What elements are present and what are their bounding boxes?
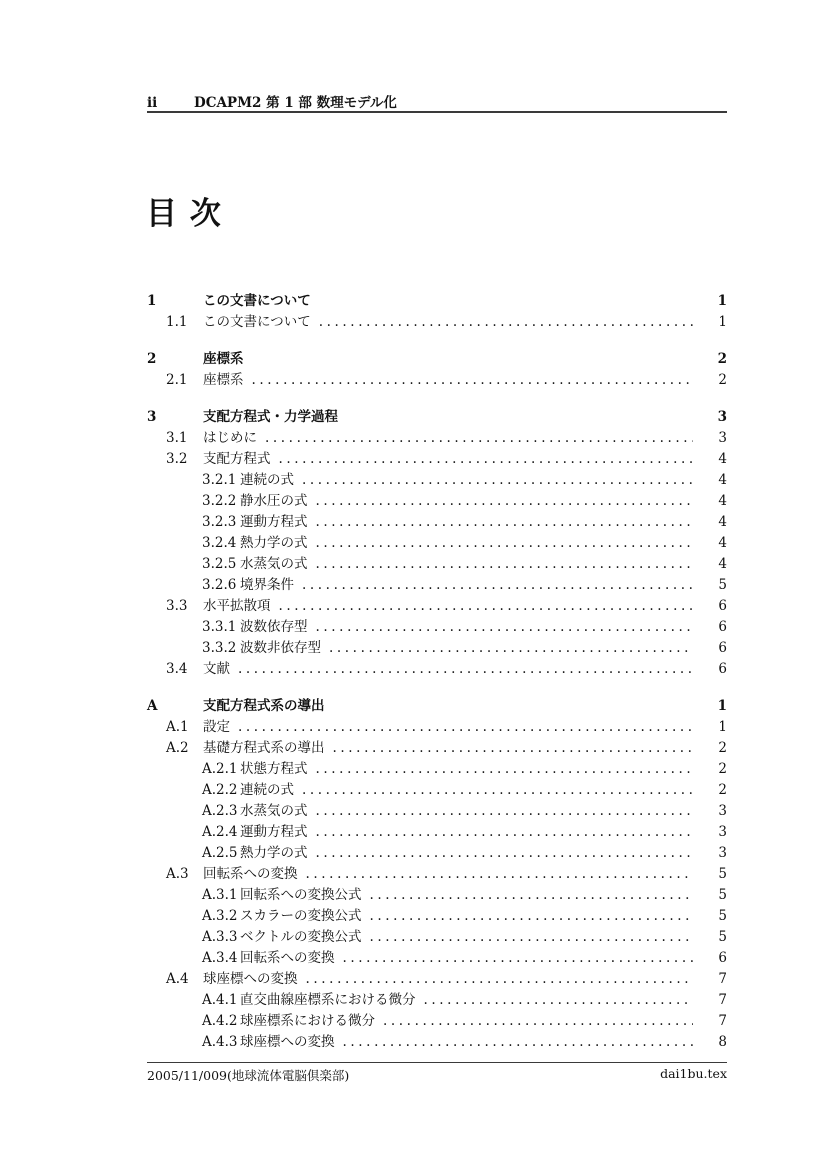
toc-entry-number: 2 xyxy=(147,351,157,367)
toc-leader-dots xyxy=(316,512,694,533)
toc-entry-page: 3 xyxy=(718,803,727,819)
toc-entry-number: A.4 xyxy=(166,971,189,987)
toc-entry-title: 熱力学の式 xyxy=(240,535,308,551)
toc-leader-dots xyxy=(319,312,693,333)
toc-row xyxy=(147,885,727,906)
toc-leader-dots xyxy=(333,738,694,759)
toc-row xyxy=(147,407,727,428)
toc-entry-page: 6 xyxy=(718,950,727,966)
toc-leader-dots xyxy=(316,554,694,575)
toc-row xyxy=(147,533,727,554)
toc-leader-dots xyxy=(329,638,693,659)
toc-entry-title: ベクトルの変換公式 xyxy=(240,929,362,945)
toc-entry-title: 球座標への変換 xyxy=(203,971,298,987)
toc-entry-number: 3.3 xyxy=(166,598,188,614)
toc-entry-number: A.3.1 xyxy=(202,887,238,903)
toc-row xyxy=(147,759,727,780)
toc-entry-number: A.2.4 xyxy=(202,824,238,840)
toc-leader-dots xyxy=(383,1011,693,1032)
toc-entry-title: 直交曲線座標系における微分 xyxy=(240,992,416,1008)
footer-date-credit: 2005/11/009(地球流体電脳倶楽部) xyxy=(147,1068,350,1083)
toc-row xyxy=(147,1011,727,1032)
toc-row xyxy=(147,696,727,717)
toc-entry-number: A.2.2 xyxy=(202,782,238,798)
toc-entry-number: 3.2.6 xyxy=(202,577,237,593)
toc-leader-dots xyxy=(316,759,694,780)
toc-row xyxy=(147,349,727,370)
toc-entry-number: 3.1 xyxy=(166,430,188,446)
toc-row xyxy=(147,906,727,927)
toc-leader-dots xyxy=(316,617,694,638)
toc-leader-dots xyxy=(370,906,694,927)
page-footer xyxy=(147,1066,727,1084)
toc-row xyxy=(147,554,727,575)
header-rule xyxy=(147,111,727,113)
toc-entry-page: 7 xyxy=(718,992,727,1008)
toc-leader-dots xyxy=(306,969,694,990)
toc-leader-dots xyxy=(316,822,694,843)
toc-entry-page: 6 xyxy=(718,640,727,656)
toc-entry-number: 3.2.2 xyxy=(202,493,237,509)
toc-entry-title: 座標系 xyxy=(203,372,244,388)
toc-leader-dots xyxy=(370,885,694,906)
toc-entry-number: A.4.2 xyxy=(202,1013,238,1029)
toc-entry-page: 6 xyxy=(718,661,727,677)
toc-leader-dots xyxy=(279,596,694,617)
toc-row xyxy=(147,738,727,759)
toc-leader-dots xyxy=(316,491,694,512)
toc-row xyxy=(147,780,727,801)
toc-leader-dots xyxy=(302,575,693,596)
toc-row xyxy=(147,428,727,449)
toc-entry-number: 3.3.2 xyxy=(202,640,237,656)
toc-row xyxy=(147,948,727,969)
toc-entry-page: 1 xyxy=(717,293,727,309)
toc-entry-number: 3.3.1 xyxy=(202,619,237,635)
toc-entry-title: 境界条件 xyxy=(240,577,294,593)
toc-entry-page: 4 xyxy=(718,451,727,467)
toc-entry-page: 5 xyxy=(718,908,727,924)
toc-entry-number: A.2.3 xyxy=(202,803,238,819)
toc-row xyxy=(147,470,727,491)
header-doc-title: DCAPM2 第 1 部 数理モデル化 xyxy=(194,95,397,111)
toc-leader-dots xyxy=(424,990,694,1011)
toc-leader-dots xyxy=(316,801,694,822)
toc-entry-title: 運動方程式 xyxy=(240,514,308,530)
toc-entry-page: 3 xyxy=(718,845,727,861)
toc-row xyxy=(147,370,727,391)
toc-entry-title: 球座標への変換 xyxy=(240,1034,335,1050)
toc-entry-title: 回転系への変換 xyxy=(240,950,335,966)
header-page-number: ii xyxy=(147,95,158,111)
toc-entry-title: 波数非依存型 xyxy=(240,640,321,656)
toc-entry-page: 1 xyxy=(718,719,727,735)
toc-entry-title: 連続の式 xyxy=(240,472,294,488)
toc-row xyxy=(147,801,727,822)
toc-entry-number: 3.2.3 xyxy=(202,514,237,530)
toc-entry-page: 7 xyxy=(718,971,727,987)
toc-entry-number: A.2 xyxy=(166,740,189,756)
toc-leader-dots xyxy=(316,533,694,554)
toc-row xyxy=(147,1032,727,1053)
toc-entry-number: A.3.2 xyxy=(202,908,238,924)
toc-entry-title: 設定 xyxy=(203,719,230,735)
toc-entry-title: 座標系 xyxy=(203,351,244,367)
toc-row xyxy=(147,822,727,843)
toc-entry-number: A.4.3 xyxy=(202,1034,238,1050)
toc-entry-title: 支配方程式系の導出 xyxy=(203,698,325,714)
toc-entry-number: A.3 xyxy=(166,866,189,882)
toc-entry-number: A.3.4 xyxy=(202,950,238,966)
toc-entry-title: 回転系への変換 xyxy=(203,866,298,882)
toc-entry-number: A.1 xyxy=(166,719,189,735)
toc-entry-title: 波数依存型 xyxy=(240,619,308,635)
toc-entry-number: 1 xyxy=(147,293,157,309)
toc-entry-title: はじめに xyxy=(203,430,257,446)
toc-leader-dots xyxy=(343,1032,694,1053)
toc-entry-page: 2 xyxy=(718,372,727,388)
toc-entry-page: 4 xyxy=(718,493,727,509)
toc-entry-title: 支配方程式・力学過程 xyxy=(203,409,338,425)
toc-leader-dots xyxy=(343,948,694,969)
toc-entry-title: 水平拡散項 xyxy=(203,598,271,614)
toc-entry-page: 1 xyxy=(717,698,727,714)
toc-entry-title: 球座標系における微分 xyxy=(240,1013,375,1029)
toc-leader-dots xyxy=(370,927,694,948)
toc-entry-page: 8 xyxy=(718,1034,727,1050)
toc-entry-title: 支配方程式 xyxy=(203,451,271,467)
toc-entry-title: 静水圧の式 xyxy=(240,493,308,509)
toc-entry-title: 連続の式 xyxy=(240,782,294,798)
toc-row xyxy=(147,969,727,990)
toc-entry-title: この文書について xyxy=(203,314,311,330)
toc-entry-number: 3.2.4 xyxy=(202,535,237,551)
toc-entry-page: 2 xyxy=(718,761,727,777)
toc-row xyxy=(147,312,727,333)
toc-row xyxy=(147,843,727,864)
toc-entry-number: 3.4 xyxy=(166,661,188,677)
toc-entry-number: A.2.1 xyxy=(202,761,238,777)
toc-row xyxy=(147,659,727,680)
toc-entry-page: 5 xyxy=(718,929,727,945)
toc-entry-number: A.2.5 xyxy=(202,845,238,861)
toc-row xyxy=(147,596,727,617)
toc-entry-title: 状態方程式 xyxy=(240,761,308,777)
toc-entry-number: A xyxy=(147,698,158,714)
toc-row xyxy=(147,449,727,470)
toc-entry-title: この文書について xyxy=(203,293,311,309)
toc-title: 目 次 xyxy=(146,196,222,232)
toc-entry-number: 3.2.1 xyxy=(202,472,237,488)
toc-entry-title: 水蒸気の式 xyxy=(240,803,308,819)
toc-leader-dots xyxy=(302,780,693,801)
toc-entry-number: 3.2.5 xyxy=(202,556,237,572)
toc-row xyxy=(147,512,727,533)
toc-row xyxy=(147,717,727,738)
toc-leader-dots xyxy=(279,449,694,470)
toc-entry-page: 2 xyxy=(718,782,727,798)
toc-leader-dots xyxy=(252,370,694,391)
toc-leader-dots xyxy=(306,864,694,885)
toc-entry-page: 5 xyxy=(718,577,727,593)
toc-entry-title: スカラーの変換公式 xyxy=(240,908,362,924)
toc-entry-page: 3 xyxy=(718,430,727,446)
toc-entry-title: 熱力学の式 xyxy=(240,845,308,861)
toc-leader-dots xyxy=(316,843,694,864)
toc-entry-page: 1 xyxy=(718,314,727,330)
toc-row xyxy=(147,291,727,312)
toc-leader-dots xyxy=(265,428,693,449)
toc-entry-page: 5 xyxy=(718,866,727,882)
toc-entry-number: 3 xyxy=(147,409,157,425)
toc-entry-title: 運動方程式 xyxy=(240,824,308,840)
toc-entry-page: 4 xyxy=(718,535,727,551)
toc-row xyxy=(147,864,727,885)
footer-rule xyxy=(147,1062,727,1063)
toc-leader-dots xyxy=(238,717,693,738)
toc-entry-number: 1.1 xyxy=(166,314,188,330)
toc-entry-title: 基礎方程式系の導出 xyxy=(203,740,325,756)
toc-list xyxy=(147,291,727,1053)
page-header xyxy=(147,91,727,111)
toc-entry-number: 3.2 xyxy=(166,451,188,467)
toc-leader-dots xyxy=(302,470,693,491)
toc-entry-page: 4 xyxy=(718,472,727,488)
toc-entry-title: 水蒸気の式 xyxy=(240,556,308,572)
toc-entry-page: 7 xyxy=(718,1013,727,1029)
toc-entry-title: 回転系への変換公式 xyxy=(240,887,362,903)
toc-entry-page: 6 xyxy=(718,598,727,614)
toc-row xyxy=(147,617,727,638)
toc-row xyxy=(147,927,727,948)
toc-row xyxy=(147,575,727,596)
toc-entry-number: A.4.1 xyxy=(202,992,238,1008)
toc-row xyxy=(147,638,727,659)
toc-entry-page: 6 xyxy=(718,619,727,635)
toc-entry-page: 2 xyxy=(718,740,727,756)
toc-entry-number: 2.1 xyxy=(166,372,188,388)
toc-entry-page: 5 xyxy=(718,887,727,903)
toc-entry-page: 4 xyxy=(718,556,727,572)
toc-row xyxy=(147,990,727,1011)
toc-entry-page: 4 xyxy=(718,514,727,530)
toc-entry-page: 2 xyxy=(717,351,727,367)
toc-leader-dots xyxy=(238,659,693,680)
toc-entry-page: 3 xyxy=(718,824,727,840)
toc-entry-title: 文献 xyxy=(203,661,230,677)
toc-row xyxy=(147,491,727,512)
toc-entry-page: 3 xyxy=(717,409,727,425)
footer-filename: dai1bu.tex xyxy=(660,1066,727,1081)
toc-entry-number: A.3.3 xyxy=(202,929,238,945)
